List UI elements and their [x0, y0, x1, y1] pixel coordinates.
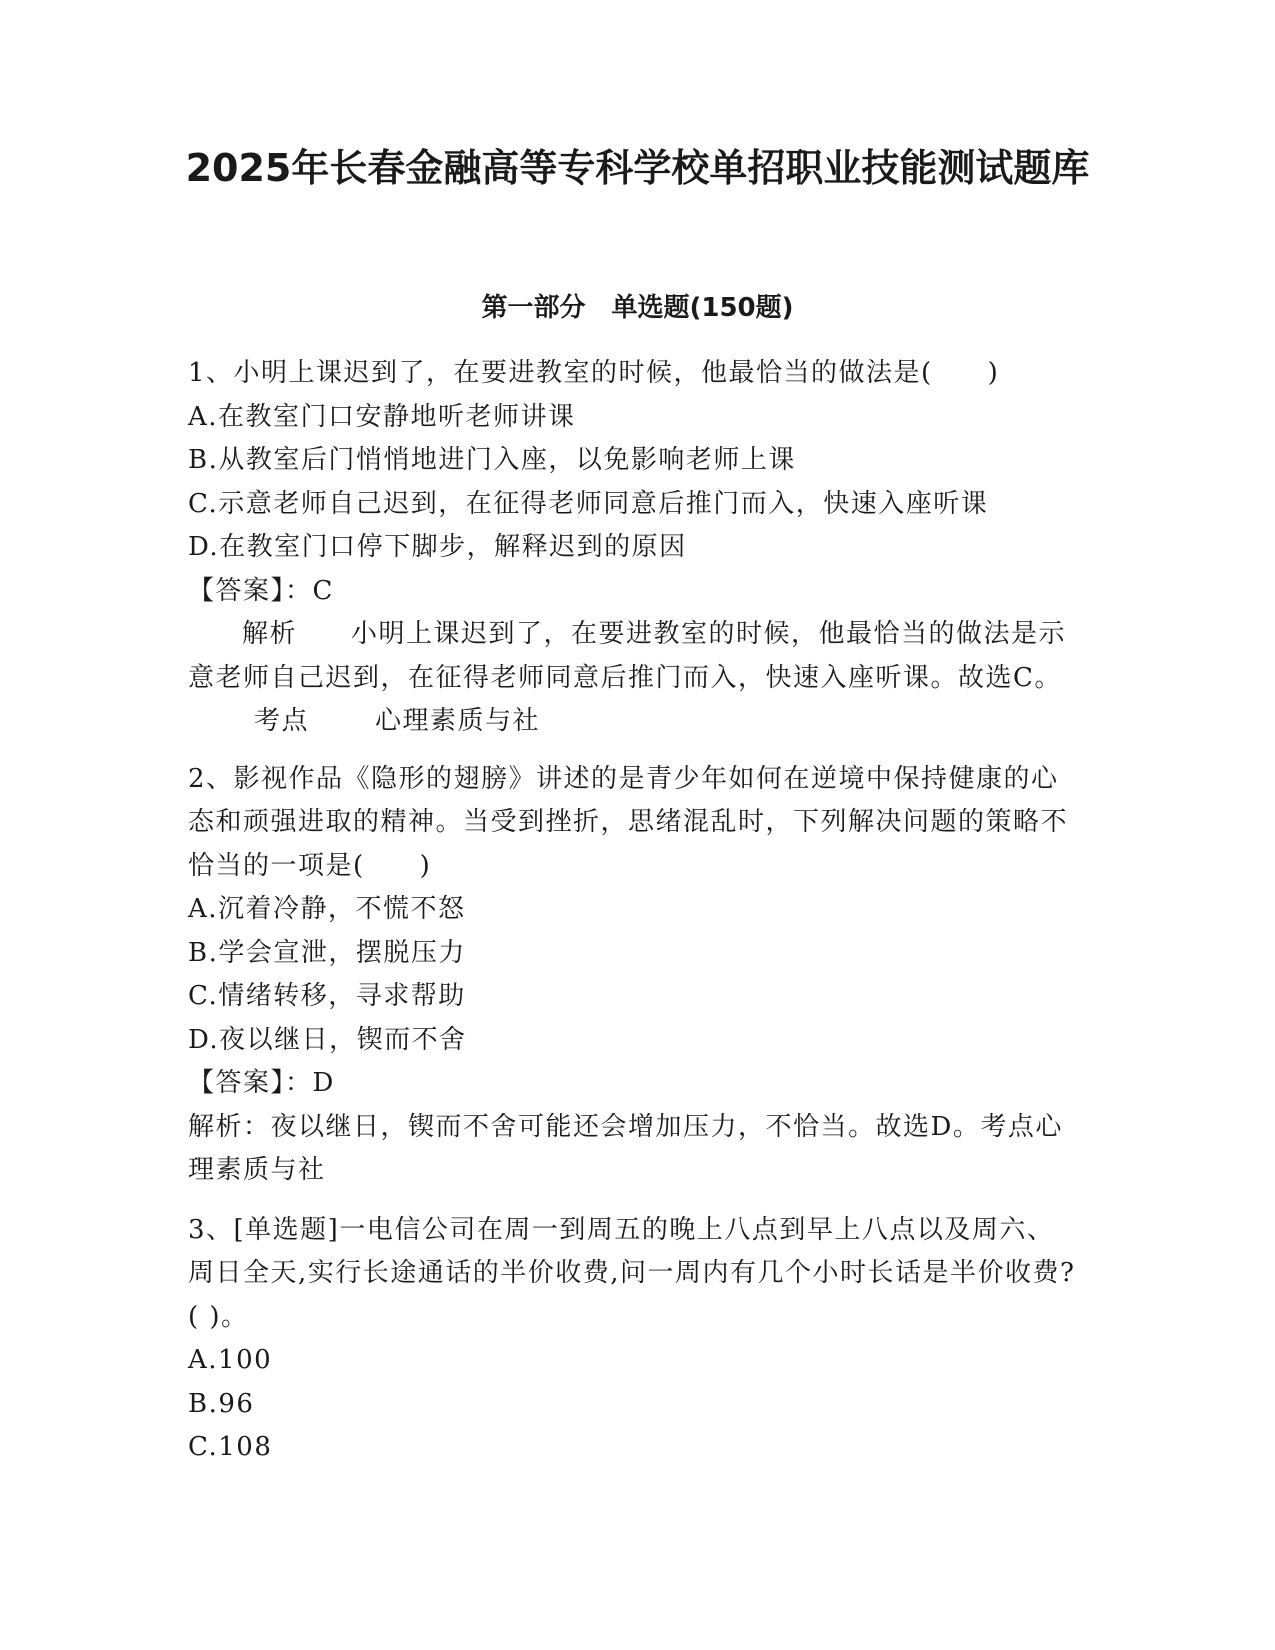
- question-1-stem: 1、小明上课迟到了，在要进教室的时候，他最恰当的做法是( ): [188, 358, 1000, 388]
- question-2-option-a: A.沉着冷静，不慌不怒: [188, 894, 466, 924]
- analysis-label: 解析: [242, 619, 298, 649]
- question-3-option-a: A.100: [188, 1345, 273, 1375]
- question-2-option-b: B.学会宣泄，摆脱压力: [188, 937, 466, 968]
- answer-value: C: [312, 575, 334, 606]
- kaodian-value: 心理素质与社: [375, 706, 541, 736]
- question-2-option-c: C.情绪转移，寻求帮助: [188, 981, 466, 1011]
- question-2-stem: 2、影视作品《隐形的翅膀》讲述的是青少年如何在逆境中保持健康的心态和顽强进取的精神。当受到挫折，思绪混乱时，下列解决问题的策略不恰当的一项是( ): [188, 763, 1069, 881]
- kaodian-label: 考点: [254, 706, 310, 736]
- question-3-option-c: C.108: [188, 1432, 273, 1462]
- question-1-option-d: D.在教室门口停下脚步，解释迟到的原因: [188, 532, 687, 562]
- answer-label: 【答案】：: [188, 575, 313, 606]
- question-3-option-b: B.96: [188, 1388, 255, 1419]
- question-1-option-a: A.在教室门口安静地听老师讲课: [188, 401, 576, 432]
- analysis-text: 小明上课迟到了，在要进教室的时候，他最恰当的做法是示意老师自己迟到，在征得老师同意后推门而入，快速入座听课。故选C。: [188, 619, 1067, 693]
- question-2: [188, 758, 1078, 1193]
- question-1-option-c: C.示意老师自己迟到，在征得老师同意后推门而入，快速入座听课: [188, 488, 989, 519]
- question-1-analysis: [188, 613, 1078, 744]
- question-1-option-b: B.从教室后门悄悄地进门入座，以免影响老师上课: [188, 445, 796, 475]
- question-list: [188, 352, 1078, 1470]
- question-3-stem: 3、[单选题]一电信公司在周一到周五的晚上八点到早上八点以及周六、周日全天,实行长途通话的半价收费,问一周内有几个小时长话是半价收费?( )。: [188, 1214, 1076, 1332]
- question-2-analysis: 解析：夜以继日，锲而不舍可能还会增加压力，不恰当。故选D。考点心理素质与社: [188, 1111, 1063, 1185]
- question-2-option-d: D.夜以继日，锲而不舍: [188, 1024, 467, 1055]
- question-1-answer: [188, 570, 1078, 614]
- question-1: [188, 352, 1078, 744]
- document-title: 2025年长春金融高等专科学校单招职业技能测试题库: [185, 146, 1090, 190]
- question-3: [188, 1209, 1078, 1470]
- section-title: 第一部分 单选题(150题): [481, 293, 794, 323]
- question-2-answer: [188, 1062, 1078, 1106]
- answer-label: 【答案】：: [188, 1068, 313, 1098]
- answer-value: D: [312, 1068, 335, 1098]
